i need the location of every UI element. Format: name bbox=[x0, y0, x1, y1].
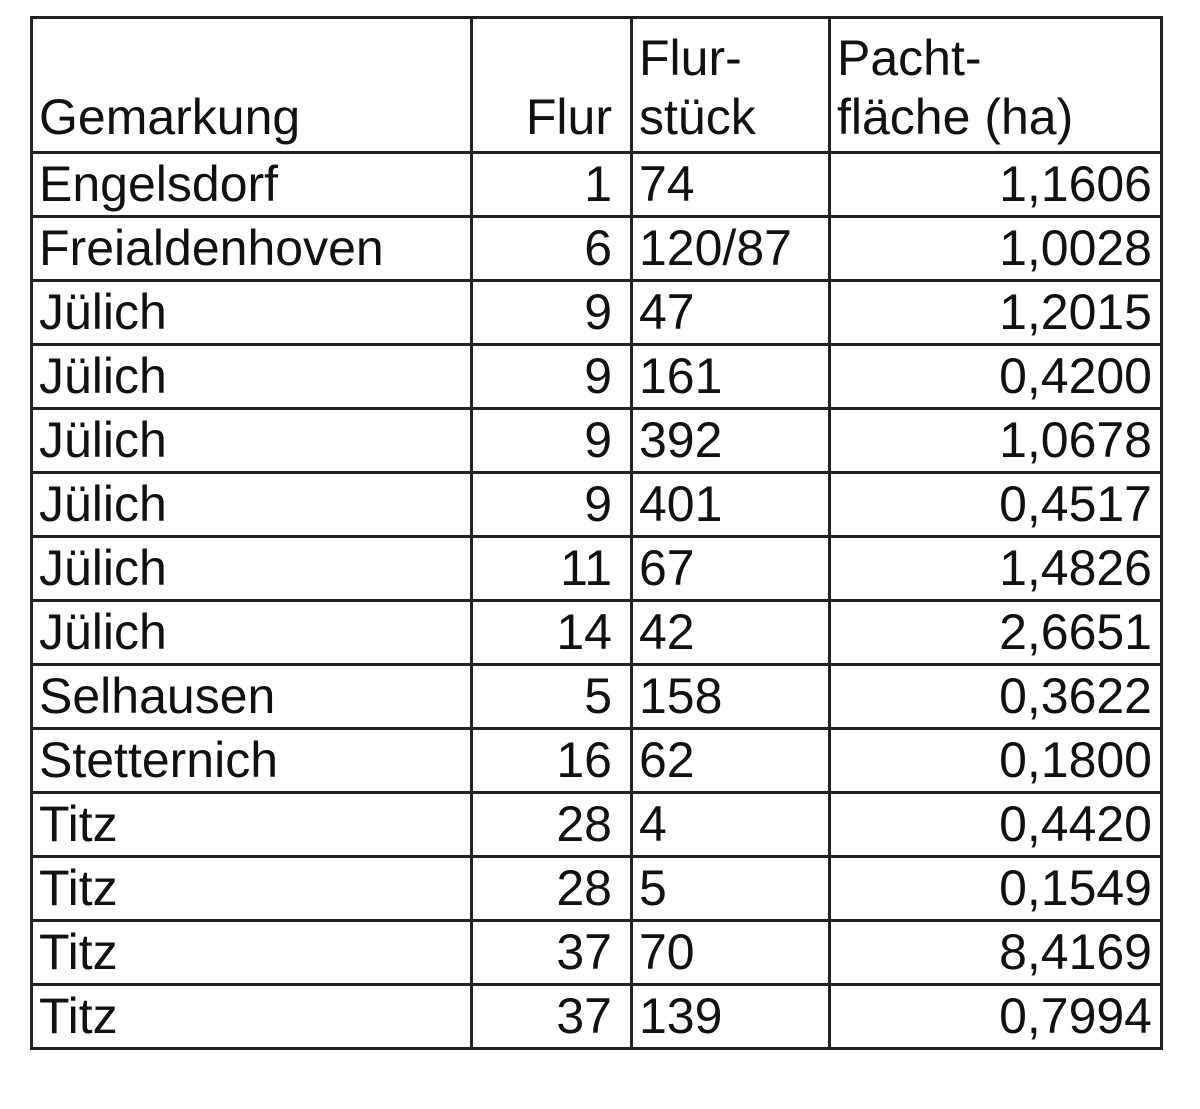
header-gemarkung bbox=[32, 18, 472, 153]
cell-flur: 9 bbox=[472, 281, 632, 345]
cell-gemarkung: Titz bbox=[32, 921, 472, 985]
cell-gemarkung: Jülich bbox=[32, 601, 472, 665]
table-row bbox=[32, 793, 1162, 857]
table-row bbox=[32, 601, 1162, 665]
cell-flur: 1 bbox=[472, 153, 632, 217]
cell-flurstueck: 161 bbox=[632, 345, 830, 409]
cell-flurstueck: 401 bbox=[632, 473, 830, 537]
cell-flurstueck: 62 bbox=[632, 729, 830, 793]
table-body bbox=[32, 153, 1162, 1049]
cell-gemarkung: Jülich bbox=[32, 409, 472, 473]
cell-pachtflaeche: 1,1606 bbox=[830, 153, 1162, 217]
header-pachtflaeche bbox=[830, 18, 1162, 153]
table-row bbox=[32, 921, 1162, 985]
cell-flur: 37 bbox=[472, 921, 632, 985]
cell-flurstueck: 4 bbox=[632, 793, 830, 857]
cell-flurstueck: 392 bbox=[632, 409, 830, 473]
header-flur-label: Flur bbox=[525, 89, 612, 145]
header-flurstueck-line2: stück bbox=[639, 89, 756, 145]
cell-pachtflaeche: 1,4826 bbox=[830, 537, 1162, 601]
cell-gemarkung: Stetternich bbox=[32, 729, 472, 793]
parcel-table bbox=[30, 16, 1163, 1050]
cell-flur: 28 bbox=[472, 857, 632, 921]
cell-gemarkung: Titz bbox=[32, 857, 472, 921]
cell-flurstueck: 42 bbox=[632, 601, 830, 665]
header-flur bbox=[472, 18, 632, 153]
cell-flurstueck: 139 bbox=[632, 985, 830, 1049]
cell-flurstueck: 158 bbox=[632, 665, 830, 729]
cell-flur: 9 bbox=[472, 409, 632, 473]
cell-gemarkung: Jülich bbox=[32, 345, 472, 409]
cell-pachtflaeche: 0,4517 bbox=[830, 473, 1162, 537]
cell-flurstueck: 67 bbox=[632, 537, 830, 601]
cell-pachtflaeche: 1,2015 bbox=[830, 281, 1162, 345]
cell-flur: 9 bbox=[472, 473, 632, 537]
cell-pachtflaeche: 0,4420 bbox=[830, 793, 1162, 857]
cell-pachtflaeche: 2,6651 bbox=[830, 601, 1162, 665]
cell-flur: 14 bbox=[472, 601, 632, 665]
table-row bbox=[32, 473, 1162, 537]
header-pachtflaeche-line2: fläche (ha) bbox=[837, 89, 1074, 145]
table-row bbox=[32, 281, 1162, 345]
cell-flurstueck: 5 bbox=[632, 857, 830, 921]
cell-gemarkung: Freialdenhoven bbox=[32, 217, 472, 281]
table-row bbox=[32, 665, 1162, 729]
cell-flur: 28 bbox=[472, 793, 632, 857]
cell-flur: 16 bbox=[472, 729, 632, 793]
cell-flurstueck: 74 bbox=[632, 153, 830, 217]
table-row bbox=[32, 729, 1162, 793]
cell-pachtflaeche: 0,1549 bbox=[830, 857, 1162, 921]
table-row bbox=[32, 409, 1162, 473]
cell-flurstueck: 70 bbox=[632, 921, 830, 985]
table-row bbox=[32, 537, 1162, 601]
table-row bbox=[32, 857, 1162, 921]
header-pachtflaeche-line1: Pacht- bbox=[837, 30, 982, 86]
cell-pachtflaeche: 1,0028 bbox=[830, 217, 1162, 281]
cell-pachtflaeche: 0,3622 bbox=[830, 665, 1162, 729]
cell-flur: 5 bbox=[472, 665, 632, 729]
cell-gemarkung: Jülich bbox=[32, 281, 472, 345]
header-gemarkung-label: Gemarkung bbox=[39, 89, 301, 145]
cell-flur: 37 bbox=[472, 985, 632, 1049]
cell-flur: 6 bbox=[472, 217, 632, 281]
cell-pachtflaeche: 8,4169 bbox=[830, 921, 1162, 985]
table-row bbox=[32, 985, 1162, 1049]
cell-flur: 9 bbox=[472, 345, 632, 409]
cell-pachtflaeche: 0,1800 bbox=[830, 729, 1162, 793]
header-row bbox=[32, 18, 1162, 153]
header-flurstueck-line1: Flur- bbox=[639, 30, 742, 86]
cell-gemarkung: Titz bbox=[32, 985, 472, 1049]
table-header bbox=[32, 18, 1162, 153]
cell-pachtflaeche: 0,4200 bbox=[830, 345, 1162, 409]
cell-gemarkung: Titz bbox=[32, 793, 472, 857]
cell-flurstueck: 120/87 bbox=[632, 217, 830, 281]
header-flurstueck bbox=[632, 18, 830, 153]
cell-pachtflaeche: 0,7994 bbox=[830, 985, 1162, 1049]
cell-flurstueck: 47 bbox=[632, 281, 830, 345]
cell-gemarkung: Engelsdorf bbox=[32, 153, 472, 217]
cell-gemarkung: Jülich bbox=[32, 537, 472, 601]
cell-flur: 11 bbox=[472, 537, 632, 601]
cell-pachtflaeche: 1,0678 bbox=[830, 409, 1162, 473]
cell-gemarkung: Jülich bbox=[32, 473, 472, 537]
table-row bbox=[32, 217, 1162, 281]
table-row bbox=[32, 153, 1162, 217]
table-row bbox=[32, 345, 1162, 409]
cell-gemarkung: Selhausen bbox=[32, 665, 472, 729]
